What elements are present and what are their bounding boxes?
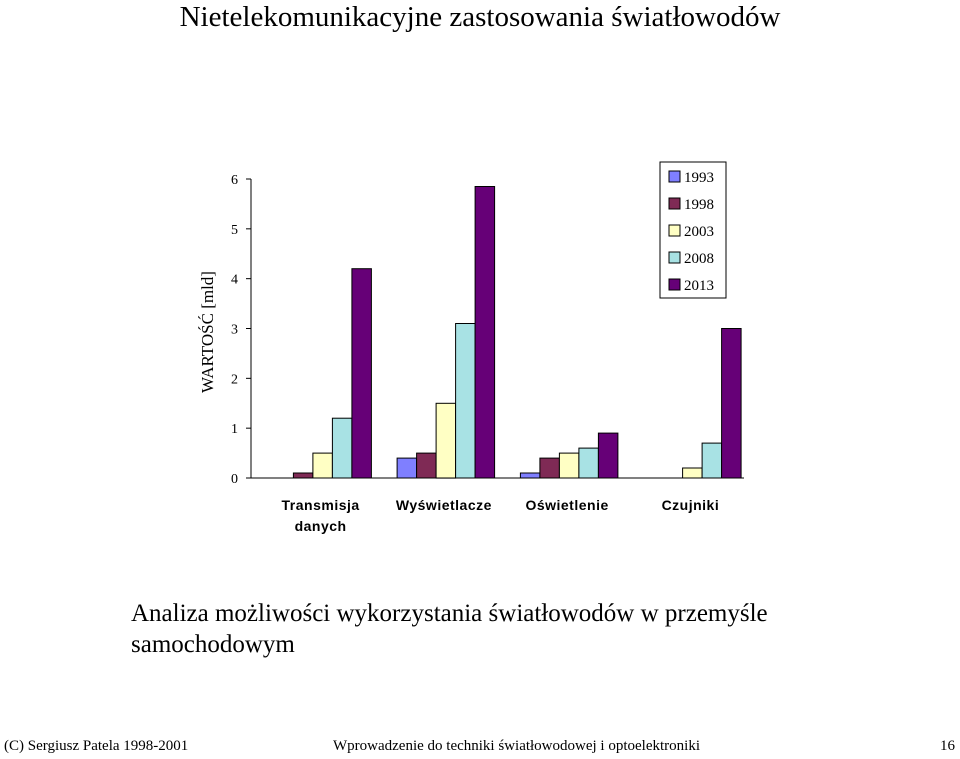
y-tick-label: 1	[231, 422, 238, 438]
bar-2013-2	[598, 433, 618, 478]
bar-2008-2	[579, 448, 599, 478]
x-category-label: Oświetlenie	[525, 497, 609, 513]
x-category-label: Czujniki	[661, 497, 720, 513]
bar-2013-1	[475, 187, 495, 479]
page-number: 16	[940, 738, 955, 754]
footer-course-title: Wprowadzenie do techniki światłowodowej i optoelektroniki	[333, 738, 700, 754]
bar-1993-1	[397, 458, 417, 478]
bar-2003-2	[559, 453, 579, 478]
legend-swatch-1993	[669, 171, 680, 182]
bar-2008-0	[332, 418, 352, 478]
x-category-label: Transmisja	[281, 497, 360, 513]
bar-2013-0	[352, 269, 372, 478]
bar-2003-3	[683, 468, 703, 478]
slide-caption: Analiza możliwości wykorzystania światłowodów w przemyśle samochodowym	[131, 600, 768, 658]
bar-2008-1	[456, 324, 476, 479]
legend-swatch-2013	[669, 279, 680, 290]
bar-1993-2	[520, 473, 540, 478]
bar-2003-0	[313, 453, 333, 478]
bar-2013-3	[722, 329, 742, 479]
bar-1998-0	[293, 473, 313, 478]
y-tick-label: 0	[231, 472, 238, 487]
y-tick-label: 2	[231, 372, 238, 388]
bar-2003-1	[436, 403, 456, 478]
legend	[660, 162, 726, 298]
x-category-label: danych	[294, 518, 347, 534]
y-tick-label: 5	[231, 222, 238, 238]
x-axis	[251, 478, 744, 534]
page-title: Nietelekomunikacyjne zastosowania światłowodów	[179, 1, 781, 33]
y-tick-label: 3	[231, 322, 238, 338]
legend-label-2013: 2013	[684, 278, 714, 294]
legend-label-2008: 2008	[684, 251, 714, 267]
bar-1998-1	[417, 453, 437, 478]
legend-label-1998: 1998	[684, 197, 714, 213]
bar-2008-3	[702, 443, 722, 478]
y-tick-label: 6	[231, 173, 238, 188]
y-tick-label: 4	[231, 272, 238, 288]
legend-label-2003: 2003	[684, 224, 714, 240]
y-axis-title: WARTOŚĆ [mld]	[198, 271, 217, 393]
legend-swatch-2008	[669, 252, 680, 263]
legend-swatch-1998	[669, 198, 680, 209]
footer-copyright: (C) Sergiusz Patela 1998-2001	[4, 738, 189, 754]
x-category-label: Wyświetlacze	[395, 497, 492, 513]
y-axis	[198, 173, 251, 487]
legend-label-1993: 1993	[684, 170, 714, 186]
bar-1998-2	[540, 458, 560, 478]
legend-swatch-2003	[669, 225, 680, 236]
